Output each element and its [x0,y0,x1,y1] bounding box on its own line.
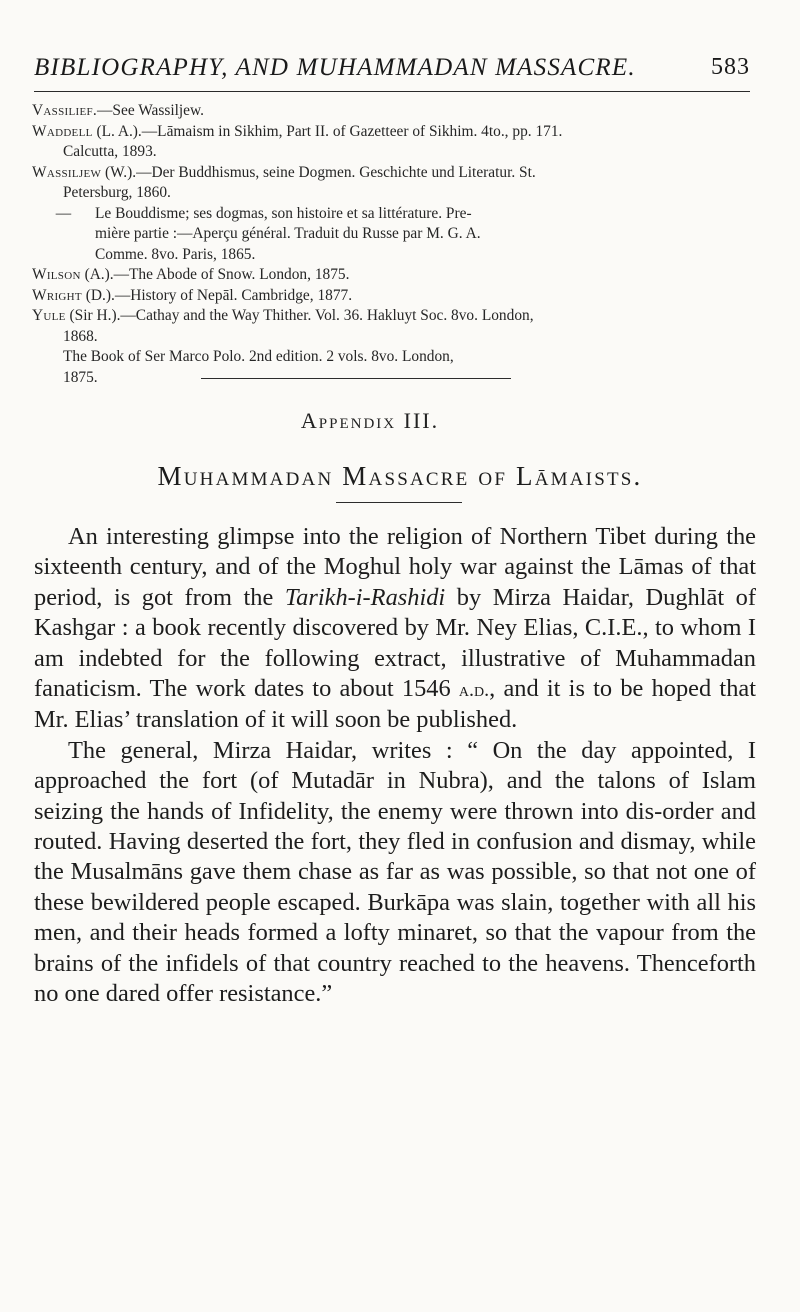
paragraph-text: An interesting glimpse into the religion of Northern Tibet during the sixteenth century, and of the Moghul holy war against the Lāmas of that period, is got from the [34,523,756,611]
bib-text: (D.).—History of Nepāl. Cambridge, 1877. [81,286,353,304]
bib-continuation: 1868. [63,327,98,345]
bib-author: Yule [32,307,66,324]
bib-text: (L. A.).—Lāmaism in Sikhim, Part II. of Gazetteer of Sikhim. 4to., pp. 171. [92,122,563,140]
title-rule [336,502,462,503]
bib-author: Vassilief. [32,102,98,119]
paragraph [34,522,756,736]
bib-text: (W.).—Der Buddhismus, seine Dogmen. Geschichte und Literatur. St. [101,163,536,181]
bibliography-list [32,101,756,388]
bib-author: Wright [32,286,82,304]
bib-entry [32,122,756,143]
bib-continuation: Petersburg, 1860. [63,184,171,201]
bib-text: —See Wassiljew. [97,102,204,119]
bib-entry [32,306,756,327]
bib-author: Wilson [32,266,81,283]
ditto-dash: — [55,204,72,222]
paragraph-text: by Mirza Haidar, Dughlāt of Kashgar : a book recently discovered by Mr. Ney Elias, C.I.E., to whom I am indebted for the following extract, illustrative of Muhammadan fanaticism. The work dates to about 1546 [34,583,757,703]
header-rule [34,91,750,92]
era-abbrev: a.d. [458,679,490,702]
bib-entry [32,265,756,286]
appendix-heading: Appendix III. [300,408,440,433]
bib-entry: The Book of Ser Marco Polo. 2nd edition. 2 vols. 8vo. London, [63,348,454,365]
section-divider [201,378,511,379]
running-title: BIBLIOGRAPHY, AND MUHAMMADAN MASSACRE. [34,54,636,81]
page-number: 583 [711,54,750,80]
bib-entry [32,101,756,122]
chapter-title: Muhammadan Massacre of Lāmaists. [157,461,643,491]
bib-entry [32,163,756,184]
bib-continuation: Comme. 8vo. Paris, 1865. [95,245,256,263]
bib-continuation: mière partie :—Aperçu général. Traduit du Russe par M. G. A. [95,225,481,242]
bib-entry [32,286,756,307]
book-title: Tarikh-i-Rashidi [284,583,446,611]
bib-continuation: 1875. [63,368,98,386]
body-text [34,522,756,1010]
paragraph-text: , and it is to be hoped that Mr. Elias’ translation of it will soon be published. [34,675,756,734]
bib-text: (Sir H.).—Cathay and the Way Thither. Vol. 36. Hakluyt Soc. 8vo. London, [65,307,534,324]
bib-text: (A.).—The Abode of Snow. London, 1875. [80,266,350,283]
bib-entry [32,204,756,225]
paragraph: The general, Mirza Haidar, writes : “ On the day appointed, I approached the fort (of Mutadār in Nubra), and the talons of Islam seizing the hands of Infidelity, the enemy were thrown into dis-order and routed. Having deserted the fort, they fled in confusion and dismay, while the Musalmāns gave them chase as far as was possible, so that not one of these bewildered people escaped. Burkāpa was slain, together with all his men, and their heads formed a lofty minaret, so that the vapour from the brains of the infidels of that country reached to the heavens. Thenceforth no one dared offer resistance.” [34,736,756,1008]
running-header [34,54,750,88]
bib-continuation: Calcutta, 1893. [63,143,157,160]
bib-text: Le Bouddisme; ses dogmas, son histoire et sa littérature. Pre- [95,204,472,222]
bib-author: Wassiljew [32,163,102,181]
bib-author: Waddell [32,122,93,140]
